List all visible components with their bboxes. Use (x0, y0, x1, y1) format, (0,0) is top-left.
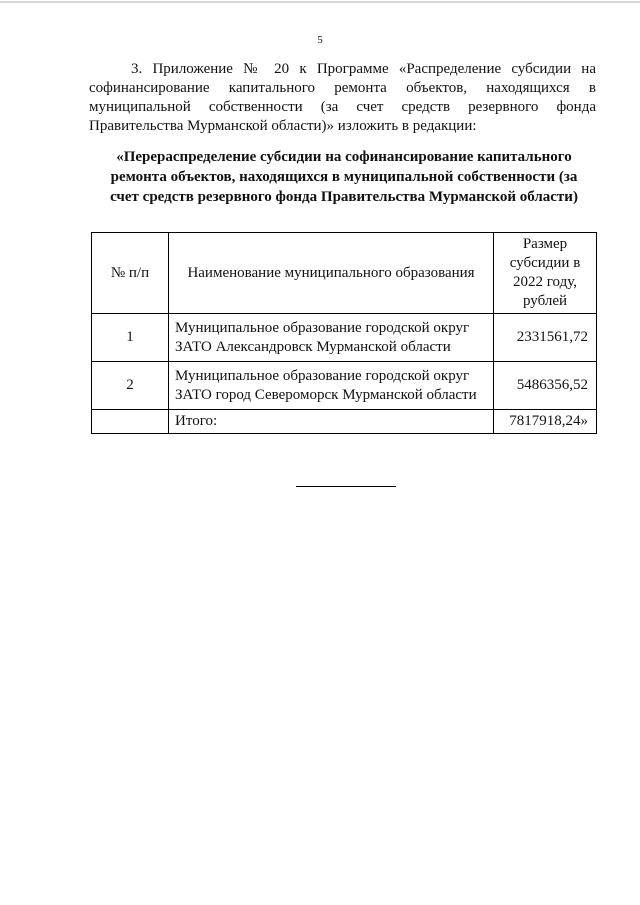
table-row (92, 314, 597, 362)
row-name: Муниципальное образование городской округ ЗАТО город Североморск Мурманской области (169, 362, 494, 410)
subsidy-table (91, 232, 597, 434)
total-amount: 7817918,24» (494, 410, 597, 434)
top-scan-edge (0, 1, 640, 3)
row-num: 2 (92, 362, 169, 410)
document-heading: «Перераспределение субсидии на софинансирование капитального ремонта объектов, находящихся в муниципальной собственности (за счет средств резервного фонда Правительства Мурманской области) (110, 149, 578, 205)
page-number: 5 (317, 34, 323, 46)
end-of-document-rule (296, 486, 396, 487)
row-amount: 5486356,52 (494, 362, 597, 410)
table-body (92, 314, 597, 434)
total-label: Итого: (169, 410, 494, 434)
intro-paragraph: 3. Приложение № 20 к Программе «Распределение субсидии на софинансирование капитального ремонта объектов, находящихся в муниципальной собственности (за счет средств резервного фонда Правительства Мурманской области)» изложить в редакции: (89, 61, 596, 134)
table-row (92, 362, 597, 410)
table-header-row (92, 233, 597, 314)
header-name: Наименование муниципального образования (169, 233, 494, 314)
row-amount: 2331561,72 (494, 314, 597, 362)
total-row (92, 410, 597, 434)
row-num: 1 (92, 314, 169, 362)
row-name: Муниципальное образование городской округ ЗАТО Александровск Мурманской области (169, 314, 494, 362)
header-num: № п/п (92, 233, 169, 314)
table-header (92, 233, 597, 314)
total-num-empty (92, 410, 169, 434)
header-amount: Размер субсидии в 2022 году, рублей (494, 233, 597, 314)
